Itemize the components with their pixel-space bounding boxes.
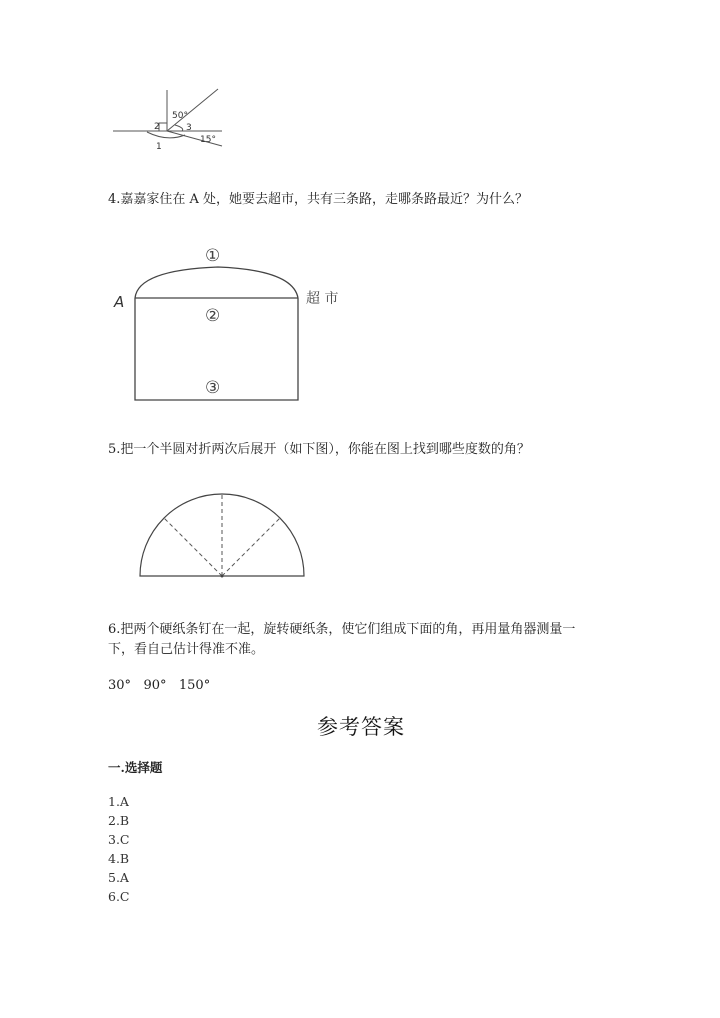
- supermarket-label: 超 市: [306, 291, 339, 307]
- route-3-label: ③: [205, 378, 221, 398]
- section-title-multiple-choice: 一.选择题: [108, 760, 163, 775]
- angle-diagram-svg: [105, 80, 235, 155]
- answer-item: 6.C: [108, 889, 130, 904]
- answer-item: 3.C: [108, 832, 130, 847]
- semicircle-figure: [135, 488, 310, 583]
- answer-item: 1.A: [108, 794, 129, 809]
- question-4-text: 4.嘉嘉家住在 A 处，她要去超市，共有三条路，走哪条路最近？为什么？: [108, 192, 529, 207]
- angle-figure: [105, 80, 235, 155]
- semicircle-diagram-svg: [135, 488, 310, 583]
- center-point: [221, 575, 224, 578]
- angle-2-label: 2: [154, 122, 160, 132]
- question-5-text: 5.把一个半圆对折两次后展开（如下图），你能在图上找到哪些度数的角？: [108, 442, 530, 457]
- answers-title: 参考答案: [317, 715, 405, 739]
- angle-1-label: 1: [156, 142, 162, 152]
- answer-list: [108, 792, 130, 906]
- angle-3-label: 3: [186, 123, 192, 133]
- question-6-angles: 30° 90° 150°: [108, 678, 211, 693]
- question-6-text: 6.把两个硬纸条钉在一起，旋转硬纸条，使它们组成下面的角，再用量角器测量一下，看自己估计得准不准。: [108, 622, 576, 657]
- route-2-label: ②: [205, 306, 221, 326]
- point-a-label: A: [114, 293, 125, 311]
- answer-item: 2.B: [108, 813, 130, 828]
- answer-item: 4.B: [108, 851, 130, 866]
- route-figure: [108, 235, 368, 405]
- angle-15-label: 15°: [200, 135, 216, 145]
- answer-item: 5.A: [108, 870, 129, 885]
- route-1-label: ①: [205, 246, 221, 266]
- angle-50-label: 50°: [172, 111, 188, 121]
- route-diagram-svg: [108, 235, 368, 405]
